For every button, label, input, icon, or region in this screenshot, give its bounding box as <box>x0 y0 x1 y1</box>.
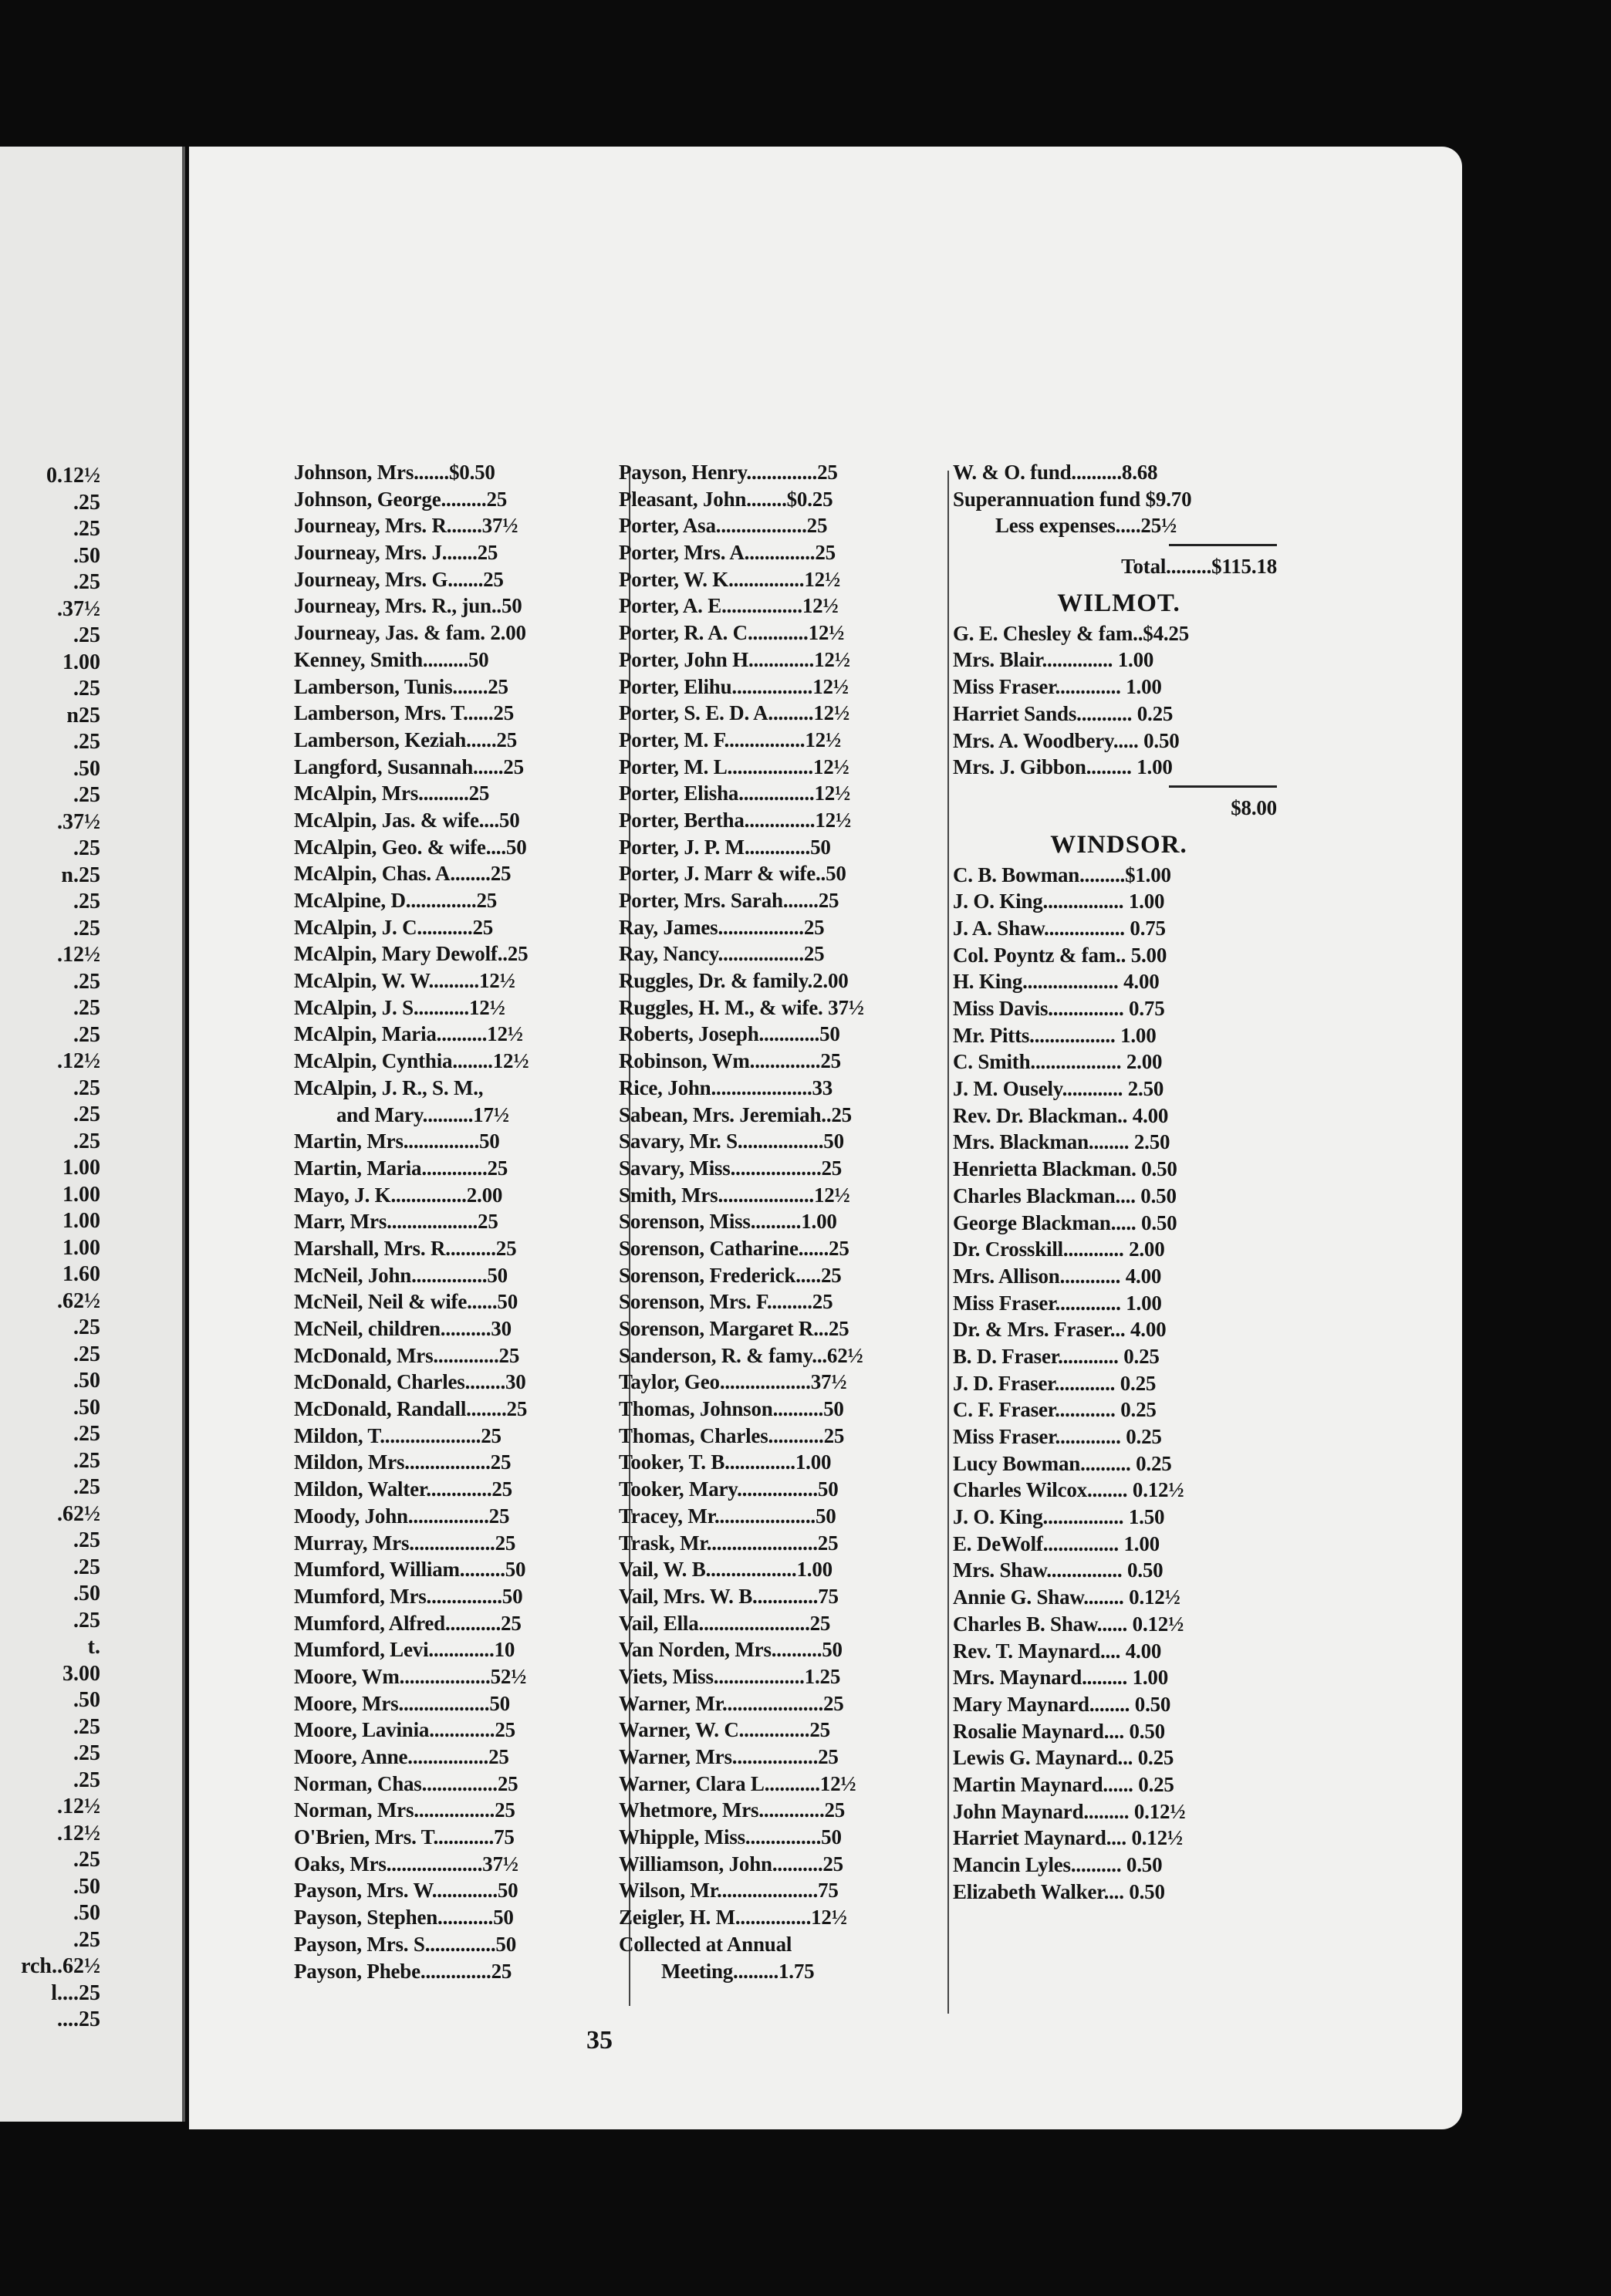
previous-page-fragment: .25 <box>73 1608 100 1633</box>
ledger-entry: Marshall, Mrs. R..........25 <box>294 1236 517 1260</box>
windsor-entry: Mancin Lyles.......... 0.50 <box>953 1853 1163 1876</box>
previous-page-fragment: 0.12½ <box>46 464 100 488</box>
ledger-entry: Lamberson, Mrs. T......25 <box>294 701 514 725</box>
fund-entry: W. & O. fund..........8.68 <box>953 461 1158 484</box>
ledger-entry: Payson, Stephen...........50 <box>294 1906 514 1930</box>
windsor-entry: Elizabeth Walker.... 0.50 <box>953 1879 1165 1903</box>
ledger-entry: Oaks, Mrs...................37½ <box>294 1852 518 1876</box>
ledger-entry: McAlpin, Geo. & wife....50 <box>294 835 527 859</box>
ledger-entry: Warner, W. C..............25 <box>619 1718 830 1742</box>
windsor-entry: Annie G. Shaw........ 0.12½ <box>953 1585 1180 1609</box>
previous-page-fragment: .25 <box>73 1714 100 1739</box>
previous-page-edge <box>0 147 185 2122</box>
previous-page-fragment: .25 <box>73 1422 100 1446</box>
windsor-entry: C. B. Bowman.........$1.00 <box>953 863 1171 886</box>
previous-page-fragment: .37½ <box>57 809 100 834</box>
ledger-entry: Porter, J. P. M.............50 <box>619 835 831 859</box>
ledger-entry: Warner, Mrs.................25 <box>619 1745 839 1768</box>
ledger-entry: Sorenson, Miss..........1.00 <box>619 1210 837 1234</box>
previous-page-fragment: .25 <box>73 916 100 940</box>
ledger-entry: Whetmore, Mrs.............25 <box>619 1798 846 1822</box>
ledger-entry: Sorenson, Frederick.....25 <box>619 1263 842 1287</box>
ledger-entry: Moore, Lavinia.............25 <box>294 1718 515 1742</box>
ledger-entry: Porter, S. E. D. A.........12½ <box>619 701 849 725</box>
ledger-entry: Vail, Mrs. W. B.............75 <box>619 1584 839 1608</box>
windsor-entry: E. DeWolf............... 1.00 <box>953 1531 1160 1555</box>
page-gutter <box>182 147 185 2122</box>
ledger-entry: Vail, W. B..................1.00 <box>619 1558 833 1582</box>
ledger-entry: Porter, Elihu................12½ <box>619 674 849 698</box>
ledger-entry: McAlpin, Mrs..........25 <box>294 782 490 805</box>
ledger-entry: Journeay, Jas. & fam. 2.00 <box>294 621 526 645</box>
windsor-entry: J. O. King................ 1.50 <box>953 1505 1165 1529</box>
previous-page-fragment: .25 <box>73 730 100 754</box>
ledger-entry: Porter, J. Marr & wife..50 <box>619 862 846 886</box>
windsor-entry: Charles Blackman.... 0.50 <box>953 1183 1177 1207</box>
previous-page-fragment: .25 <box>73 783 100 807</box>
previous-page-fragment: .25 <box>73 490 100 515</box>
windsor-entry: Miss Fraser............. 1.00 <box>953 1291 1162 1315</box>
ledger-entry: Wilson, Mr....................75 <box>619 1879 839 1903</box>
ledger-entry: McAlpin, J. S...........12½ <box>294 995 505 1019</box>
previous-page-fragment: .25 <box>73 996 100 1020</box>
ledger-entry: Mayo, J. K...............2.00 <box>294 1183 503 1207</box>
ledger-entry: Moore, Anne................25 <box>294 1745 509 1768</box>
previous-page-fragment: 3.00 <box>62 1661 100 1686</box>
ledger-entry: Journeay, Mrs. R.......37½ <box>294 514 518 538</box>
previous-page-fragment: .12½ <box>57 1795 100 1818</box>
ledger-entry: Mumford, William.........50 <box>294 1558 526 1582</box>
ledger-entry: McAlpin, J. R., S. M., <box>294 1075 484 1099</box>
ledger-entry: McAlpin, W. W..........12½ <box>294 969 515 993</box>
windsor-entry: J. A. Shaw................ 0.75 <box>953 916 1166 940</box>
ledger-entry: Mumford, Alfred...........25 <box>294 1611 522 1635</box>
ledger-entry: Porter, W. K...............12½ <box>619 567 840 591</box>
windsor-entry: Mrs. Blackman........ 2.50 <box>953 1130 1170 1154</box>
ledger-entry: Porter, M. L.................12½ <box>619 755 849 778</box>
ledger-entry: Mildon, T....................25 <box>294 1423 502 1447</box>
wilmot-entry: G. E. Chesley & fam..$4.25 <box>953 621 1190 645</box>
ledger-entry: McDonald, Mrs.............25 <box>294 1343 520 1367</box>
ledger-entry: Moore, Wm..................52½ <box>294 1664 527 1688</box>
ledger-entry: Smith, Mrs...................12½ <box>619 1183 850 1207</box>
ledger-entry: Lamberson, Keziah......25 <box>294 728 517 751</box>
previous-page-fragment: .50 <box>73 1688 100 1712</box>
ledger-entry: Norman, Mrs................25 <box>294 1798 515 1822</box>
ledger-entry: Kenney, Smith.........50 <box>294 647 489 671</box>
previous-page-fragment: .25 <box>73 1342 100 1366</box>
ledger-entry: Tooker, Mary................50 <box>619 1477 839 1501</box>
ledger-page <box>189 147 1462 2129</box>
ledger-entry: Mumford, Mrs...............50 <box>294 1584 523 1608</box>
ledger-entry: Taylor, Geo..................37½ <box>619 1370 847 1394</box>
ledger-entry: Johnson, Mrs.......$0.50 <box>294 461 495 484</box>
ledger-entry: Sanderson, R. & famy...62½ <box>619 1343 863 1367</box>
fund-entry: Superannuation fund $9.70 <box>953 487 1192 511</box>
previous-page-fragment: n25 <box>66 703 100 728</box>
windsor-entry: J. O. King................ 1.00 <box>953 890 1165 913</box>
previous-page-fragment: .25 <box>73 836 100 860</box>
previous-page-fragment: t. <box>87 1635 100 1659</box>
previous-page-fragment: .25 <box>73 623 100 647</box>
ledger-entry: Thomas, Johnson..........50 <box>619 1397 844 1421</box>
windsor-entry: Charles Wilcox........ 0.12½ <box>953 1478 1184 1502</box>
previous-page-fragment: .25 <box>73 1315 100 1339</box>
previous-page-fragment: l....25 <box>51 1980 100 2005</box>
previous-page-fragment: .62½ <box>57 1288 100 1313</box>
ledger-entry: Mildon, Walter.............25 <box>294 1477 512 1501</box>
wilmot-entry: Miss Fraser............. 1.00 <box>953 675 1162 699</box>
ledger-entry: Porter, Bertha..............12½ <box>619 808 851 832</box>
ledger-entry: Porter, Elisha...............12½ <box>619 782 851 805</box>
previous-page-fragment: .50 <box>73 543 100 568</box>
ledger-entry: Viets, Miss..................1.25 <box>619 1664 841 1688</box>
ledger-entry: Journeay, Mrs. G.......25 <box>294 567 504 591</box>
ledger-entry: Zeigler, H. M...............12½ <box>619 1906 847 1930</box>
ledger-entry: Porter, A. E................12½ <box>619 594 839 618</box>
windsor-entry: Lewis G. Maynard... 0.25 <box>953 1746 1174 1770</box>
ledger-entry: Sorenson, Margaret R...25 <box>619 1317 849 1340</box>
ledger-entry: Porter, M. F................12½ <box>619 728 842 751</box>
ledger-entry: McAlpine, D..............25 <box>294 889 498 912</box>
ledger-entry: Mildon, Mrs.................25 <box>294 1450 512 1474</box>
ledger-entry: McAlpin, Maria..........12½ <box>294 1022 523 1046</box>
ledger-entry: Meeting.........1.75 <box>661 1959 815 1983</box>
ledger-entry: Journeay, Mrs. J.......25 <box>294 541 498 565</box>
windsor-entry: Charles B. Shaw...... 0.12½ <box>953 1612 1184 1636</box>
windsor-entry: Lucy Bowman.......... 0.25 <box>953 1451 1172 1475</box>
ledger-entry: McDonald, Randall........25 <box>294 1397 528 1421</box>
ledger-entry: Savary, Mr. S.................50 <box>619 1129 844 1153</box>
previous-page-fragment: .25 <box>73 1768 100 1792</box>
windsor-entry: B. D. Fraser............ 0.25 <box>953 1344 1160 1368</box>
fund-total-rule <box>953 539 1285 553</box>
previous-page-fragment: .25 <box>73 1475 100 1499</box>
windsor-entry: C. F. Fraser............ 0.25 <box>953 1398 1157 1422</box>
previous-page-fragment: .25 <box>73 677 100 701</box>
ledger-entry: Payson, Phebe..............25 <box>294 1959 512 1983</box>
ledger-entry: Payson, Henry..............25 <box>619 461 838 484</box>
ledger-entry: Collected at Annual <box>619 1932 792 1956</box>
previous-page-fragment: .25 <box>73 1448 100 1473</box>
previous-page-fragment: .25 <box>73 1927 100 1952</box>
windsor-entry: Martin Maynard...... 0.25 <box>953 1772 1174 1796</box>
windsor-entry: Rosalie Maynard.... 0.50 <box>953 1719 1165 1743</box>
windsor-entry: Mrs. Maynard......... 1.00 <box>953 1666 1169 1690</box>
ledger-entry: Mumford, Levi.............10 <box>294 1638 515 1662</box>
previous-page-fragment: .12½ <box>57 943 100 967</box>
ledger-entry: Van Norden, Mrs..........50 <box>619 1638 843 1662</box>
ledger-entry: Williamson, John..........25 <box>619 1852 843 1876</box>
previous-page-fragment: .62½ <box>57 1501 100 1526</box>
previous-page-fragment: .50 <box>73 1901 100 1925</box>
fund-total: Total.........$115.18 <box>1121 555 1277 579</box>
ledger-entry: Payson, Mrs. S..............50 <box>294 1932 517 1956</box>
windsor-entry: H. King................... 4.00 <box>953 970 1160 994</box>
ledger-entry: Rice, John....................33 <box>619 1075 833 1099</box>
windsor-entry: George Blackman..... 0.50 <box>953 1210 1177 1234</box>
ledger-entry: Porter, John H.............12½ <box>619 647 850 671</box>
windsor-entry: Col. Poyntz & fam.. 5.00 <box>953 943 1167 967</box>
ledger-entry: O'Brien, Mrs. T............75 <box>294 1825 515 1849</box>
ledger-entry: Tracey, Mr....................50 <box>619 1504 836 1528</box>
wilmot-entry: Harriet Sands........... 0.25 <box>953 701 1174 725</box>
previous-page-fragment: 1.00 <box>62 1156 100 1180</box>
previous-page-fragment: .50 <box>73 1874 100 1899</box>
ledger-entry: Robinson, Wm..............25 <box>619 1049 841 1073</box>
ledger-entry: Ray, James.................25 <box>619 915 825 939</box>
windsor-entry: Rev. T. Maynard.... 4.00 <box>953 1639 1162 1663</box>
ledger-entry: Journeay, Mrs. R., jun..50 <box>294 594 522 618</box>
previous-page-fragment: ....25 <box>57 2007 100 2031</box>
previous-page-fragment: .25 <box>73 1102 100 1126</box>
ledger-entry: Porter, Mrs. A..............25 <box>619 541 836 565</box>
previous-page-fragment: .25 <box>73 570 100 594</box>
ledger-entry: Martin, Mrs...............50 <box>294 1129 500 1153</box>
ledger-entry: Langford, Susannah......25 <box>294 755 524 778</box>
previous-page-fragment: .25 <box>73 517 100 541</box>
ledger-entry: Sorenson, Catharine......25 <box>619 1236 849 1260</box>
ledger-entry: Porter, Mrs. Sarah.......25 <box>619 889 839 912</box>
ledger-entry: McAlpin, Mary Dewolf..25 <box>294 942 529 966</box>
previous-page-fragment: 1.00 <box>62 650 100 674</box>
previous-page-fragment: 1.00 <box>62 1235 100 1260</box>
ledger-entry: Ray, Nancy.................25 <box>619 942 825 966</box>
previous-page-fragment: .25 <box>73 890 100 913</box>
ledger-entry: Martin, Maria.............25 <box>294 1156 508 1180</box>
previous-page-fragment: .25 <box>73 969 100 994</box>
ledger-entry: Tooker, T. B..............1.00 <box>619 1450 832 1474</box>
previous-page-fragment: 1.00 <box>62 1209 100 1233</box>
windsor-entry: J. D. Fraser............ 0.25 <box>953 1371 1157 1395</box>
wilmot-entry: Mrs. Blair.............. 1.00 <box>953 648 1154 672</box>
wilmot-total: $8.00 <box>1231 795 1277 819</box>
windsor-entry: Miss Fraser............. 0.25 <box>953 1425 1162 1448</box>
windsor-entry: Mary Maynard........ 0.50 <box>953 1692 1171 1716</box>
ledger-entry: Norman, Chas...............25 <box>294 1771 518 1795</box>
previous-page-fragment: .50 <box>73 1582 100 1606</box>
wilmot-heading: WILMOT. <box>1057 589 1180 617</box>
wilmot-total-rule <box>953 781 1285 795</box>
previous-page-fragment: .25 <box>73 1741 100 1765</box>
ledger-entry: Porter, R. A. C............12½ <box>619 621 845 645</box>
ledger-entry: Moore, Mrs..................50 <box>294 1691 510 1715</box>
ledger-entry: Lamberson, Tunis.......25 <box>294 674 508 698</box>
previous-page-fragment: .12½ <box>57 1049 100 1073</box>
windsor-entry: Rev. Dr. Blackman.. 4.00 <box>953 1103 1169 1127</box>
previous-page-fragment: .50 <box>73 756 100 781</box>
ledger-entry: McNeil, Neil & wife......50 <box>294 1290 518 1314</box>
ledger-entry: McNeil, John...............50 <box>294 1263 508 1287</box>
windsor-entry: Henrietta Blackman. 0.50 <box>953 1157 1177 1181</box>
ledger-entry: Ruggles, H. M., & wife. 37½ <box>619 995 864 1019</box>
contributors-column-2 <box>619 459 951 1984</box>
wilmot-entry: Mrs. J. Gibbon......... 1.00 <box>953 755 1173 779</box>
ledger-entry: Whipple, Miss...............50 <box>619 1825 842 1849</box>
previous-page-fragment: .25 <box>73 1848 100 1872</box>
ledger-entry: Moody, John................25 <box>294 1504 510 1528</box>
previous-page-fragment: 1.60 <box>62 1262 100 1286</box>
previous-page-fragment: n.25 <box>61 863 100 887</box>
previous-page-fragment: .25 <box>73 1022 100 1047</box>
ledger-entry: McNeil, children..........30 <box>294 1317 512 1340</box>
windsor-entry: C. Smith.................. 2.00 <box>953 1050 1163 1074</box>
windsor-entry: Harriet Maynard.... 0.12½ <box>953 1826 1183 1850</box>
ledger-entry: Sabean, Mrs. Jeremiah..25 <box>619 1102 852 1126</box>
previous-page-fragment: .25 <box>73 1129 100 1153</box>
ledger-entry: Murray, Mrs.................25 <box>294 1531 516 1555</box>
windsor-entry: Dr. & Mrs. Fraser... 4.00 <box>953 1318 1167 1342</box>
ledger-entry: and Mary..........17½ <box>336 1102 509 1126</box>
previous-page-fragment: .12½ <box>57 1821 100 1845</box>
ledger-entry: McDonald, Charles........30 <box>294 1370 526 1394</box>
ledger-entry: McAlpin, Jas. & wife....50 <box>294 808 520 832</box>
wilmot-entry: Mrs. A. Woodbery..... 0.50 <box>953 728 1180 752</box>
previous-page-fragment: rch..62½ <box>21 1954 100 1978</box>
ledger-entry: Thomas, Charles...........25 <box>619 1423 845 1447</box>
ledger-entry: Vail, Ella......................25 <box>619 1611 831 1635</box>
ledger-entry: Johnson, George.........25 <box>294 487 508 511</box>
ledger-entry: Sorenson, Mrs. F.........25 <box>619 1290 833 1314</box>
ledger-entry: Savary, Miss..................25 <box>619 1156 843 1180</box>
windsor-entry: Dr. Crosskill............ 2.00 <box>953 1237 1165 1261</box>
fund-entry: Less expenses.....25½ <box>995 514 1177 538</box>
windsor-entry: Mrs. Shaw............... 0.50 <box>953 1558 1164 1582</box>
previous-page-fragment: .37½ <box>57 596 100 621</box>
ledger-entry: McAlpin, Cynthia........12½ <box>294 1049 529 1073</box>
windsor-heading: WINDSOR. <box>1050 830 1187 859</box>
previous-page-fragment: .25 <box>73 1075 100 1100</box>
windsor-entry: John Maynard......... 0.12½ <box>953 1799 1186 1823</box>
ledger-entry: Porter, Asa..................25 <box>619 514 828 538</box>
ledger-entry: McAlpin, J. C...........25 <box>294 915 494 939</box>
windsor-entry: Mrs. Allison............ 4.00 <box>953 1264 1162 1288</box>
ledger-entry: Payson, Mrs. W.............50 <box>294 1879 518 1903</box>
previous-page-fragments <box>0 463 100 2034</box>
previous-page-fragment: .50 <box>73 1395 100 1420</box>
ledger-entry: McAlpin, Chas. A........25 <box>294 862 512 886</box>
contributors-column-1 <box>294 459 626 1984</box>
windsor-entry: Miss Davis............... 0.75 <box>953 997 1165 1020</box>
ledger-entry: Warner, Mr....................25 <box>619 1691 844 1715</box>
ledger-entry: Trask, Mr......................25 <box>619 1531 839 1555</box>
windsor-entry: Mr. Pitts................. 1.00 <box>953 1023 1157 1047</box>
ledger-entry: Roberts, Joseph............50 <box>619 1022 840 1046</box>
contributors-column-3 <box>953 459 1285 1905</box>
previous-page-fragment: 1.00 <box>62 1182 100 1207</box>
ledger-entry: Pleasant, John........$0.25 <box>619 487 833 511</box>
page-number: 35 <box>586 2026 613 2055</box>
windsor-entry: J. M. Ousely............ 2.50 <box>953 1077 1164 1101</box>
previous-page-fragment: .50 <box>73 1369 100 1393</box>
ledger-entry: Ruggles, Dr. & family.2.00 <box>619 969 849 993</box>
ledger-entry: Marr, Mrs..................25 <box>294 1210 498 1234</box>
previous-page-fragment: .25 <box>73 1528 100 1552</box>
previous-page-fragment: .25 <box>73 1555 100 1579</box>
ledger-entry: Warner, Clara L...........12½ <box>619 1771 856 1795</box>
